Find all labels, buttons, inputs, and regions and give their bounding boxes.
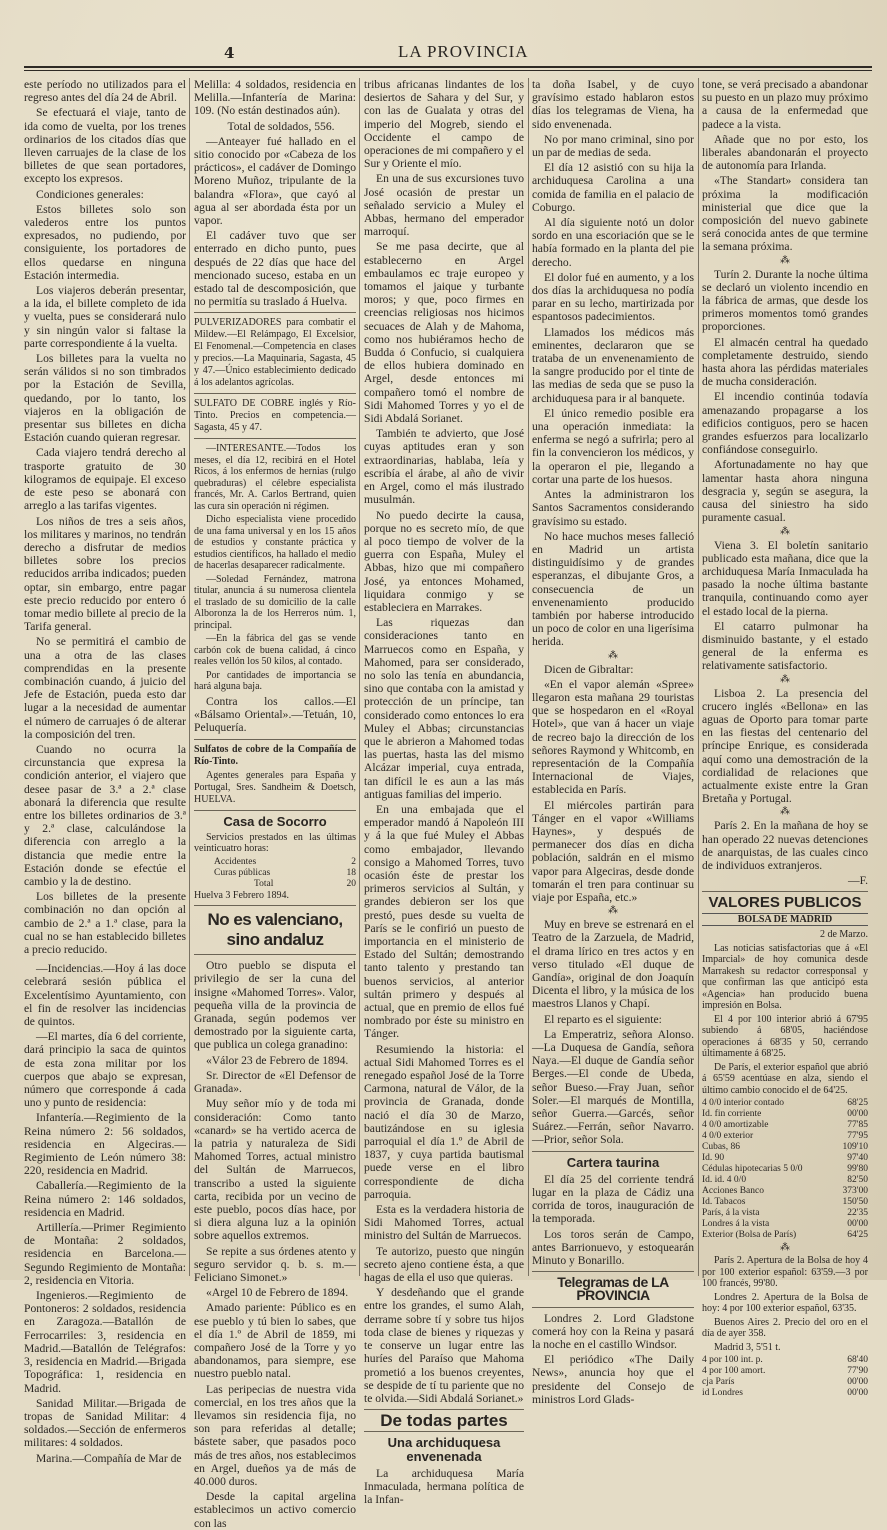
madrid-quotes-table <box>702 1355 868 1399</box>
column-3 <box>364 78 524 1507</box>
section-title: Cartera taurina <box>566 1154 660 1170</box>
cell: 00'00 <box>847 1219 868 1230</box>
separator-ornament: ⁂ <box>780 806 790 818</box>
table-row <box>702 1355 868 1366</box>
cell: 150'50 <box>842 1197 868 1208</box>
paragraph: Desde la capital argelina establecimos un activo comercio con las <box>194 1490 356 1530</box>
cell: Curas públicas <box>214 867 271 878</box>
divider <box>364 1431 524 1432</box>
paragraph: Lisboa 2. La presencia del crucero inglés «Bellona» en las aguas de Oporto para tomar parte en las fiestas del centenario del príncipe Enrique, es considerada aquí como una demostración de la cordialidad de relaciones que actualmente existe entre la Gran Bretaña y Portugal. <box>702 686 868 806</box>
socorro-title: Casa de Socorro <box>223 813 327 829</box>
paragraph: La archiduquesa María Inmaculada, hermana política de la Infan- <box>364 1466 524 1507</box>
separator-ornament: ⁂ <box>780 673 790 685</box>
column-divider <box>698 78 699 1276</box>
cell: 00'00 <box>847 1377 868 1388</box>
paragraph: —En la fábrica del gas se vende carbón cok de buena calidad, á cinco reales vellón los 50 kilos, al contado. <box>194 633 356 668</box>
paragraph: Resumiendo la historia: el actual Sidi Mahomed Torres es el renegado español José de la Torre Carmona, natural de Válor, de la provincia de Granada, donde nació el día 30 de Marzo, bautizándose en su iglesia parroquial el día 1.º de Abril de 1837, y cuya partida bautismal puede verse en el libro correspondiente de dicha parroquia. <box>364 1042 524 1201</box>
cell: 77'90 <box>847 1366 868 1377</box>
divider <box>364 1409 524 1410</box>
cell: 00'00 <box>847 1109 868 1120</box>
paragraph: Londres 2. Apertura de la Bolsa de hoy: 4 por 100 exterior español, 63'35. <box>702 1291 868 1315</box>
header-rule <box>24 66 872 68</box>
cell: 00'00 <box>847 1388 868 1399</box>
cell: 4 0/0 exterior <box>702 1131 754 1142</box>
paragraph: «Válor 23 de Febrero de 1894. <box>206 1053 349 1067</box>
separator-ornament: ⁂ <box>608 649 618 661</box>
cell: Accidentes <box>214 856 257 867</box>
paragraph: Por cantidades de importancia se hará alguna baja. <box>194 669 356 693</box>
cell: 82'50 <box>847 1175 868 1186</box>
paragraph: Los billetes de la presente combinación no dan opción al cambio de 2.ª a 1.ª clase, para la cual no se han establecido billetes a precio reducido. <box>24 890 186 956</box>
paragraph: Londres 2. Lord Gladstone comerá hoy con la Reina y pasará la noche en el castillo Windsor. <box>532 1311 694 1352</box>
cell: Id. Tabacos <box>702 1197 746 1208</box>
cell: Londres á la vista <box>702 1219 770 1230</box>
divider <box>194 810 356 811</box>
table-row <box>702 1098 868 1109</box>
paragraph: Las peripecias de nuestra vida comercial, en los tres años que la llevamos sin residencia fija, no son para referidas al detalle; bástete saber, que pasados poco más de tres años, nos establecimos en Argel, dueños ya de más de 40.000 duros. <box>194 1382 356 1488</box>
cell: 68'25 <box>847 1098 868 1109</box>
paragraph: La Emperatriz, señora Alonso.—La Duquesa de Gandía, señora Naya.—El duque de Gandía señor Berges.—El conde de Ubeda, señor Bueso.—Fray Juan, señor Soler.—El marqués de Montilla, señor Guerra.—Garcés, señor Suárez.—Ferrán, señor Navarro.—Prior, señor Sola. <box>532 1027 694 1147</box>
cell: 4 por 100 amort. <box>702 1366 766 1377</box>
paragraph: El único remedio posible era una operación inmediata: la enferma se negó a sufrirla; pero al fin la convencieron los médicos, y la operaron el pie, llegando a cortar una parte de los huesos. <box>532 406 694 486</box>
advertisement: Agentes generales para España y Portugal, Sres. Sandheim & Doetsch, HUELVA. <box>194 769 356 805</box>
section-title: Telegramas de LA PROVINCIA <box>557 1274 669 1304</box>
paragraph: Muy en breve se estrenará en el Teatro de la Zarzuela, de Madrid, el drama lírico en tres actos y en verso titulado «El duque de Gandía», original de don Joaquín Dicenta el libro, y la música de los maestros Llanos y Chapí. <box>532 918 694 1011</box>
paragraph: Te autorizo, puesto que ningún secreto ajeno contiene ésta, a que hagas de ella el uso que quieras. <box>364 1244 524 1285</box>
paragraph: «En el vapor alemán «Spree» llegaron esta mañana 29 touristas que se hospedaron en el «Royal Hotel», que van á hacer un viaje de recreo bajo la dirección de los señores Raymond y Whitcomb, en representación de la Compañía Internacional de Viajes, establecida en París. <box>532 677 694 797</box>
paragraph: Las riquezas dan consideraciones tanto en Marruecos como en España, y Mahomed, para ser considerado, no solo las tenía en abundancia, sino que contaba con la amistad y protección de un príncipe, tan considerado como entonces lo era Muley el Abbas; circunstancias que le abrieron a Mahomed todas las puertas, hasta las del mismo Alcázar imperial, cuya entrada, tan difícil le es aun a las más antiguas familias del imperio. <box>364 616 524 801</box>
paragraph: Cada viajero tendrá derecho al trasporte gratuito de 30 kilogramos de equipaje. El exceso de este peso se abonará con arreglo a las tarifas vigentes. <box>24 446 186 513</box>
quotes-table <box>702 1098 868 1241</box>
table-row <box>702 1175 868 1186</box>
paragraph: El dolor fué en aumento, y a los dos días la archiduquesa no podía parar en su lecho, martirizada por espantosos padecimientos. <box>532 270 694 324</box>
paragraph: —Anteayer fué hallado en el sitio conocido por «Cabeza de los prácticos», el cadáver de Domingo Moreno Muñoz, tripulante de la balandra «Flora», que cayó al agua al ser abordada ésta por un vapor. <box>194 134 356 228</box>
cell: Total <box>254 878 274 889</box>
paragraph: En una embajada que el emperador mandó á Napoleón III y á la que fué Muley el Abbas como embajador, llevando consigo a Mahomed Torres, tuvo ocasión éste de prestar los primeros servicios al Sultán, y grandes debieron ser los que prestó, pues desde su vuelta de París se le confirió un puesto de importancia en el ministerio de Estado del Sultán; demostrando tanto talento y prestando tan buenos servicios, al anterior sultán primero y después al actual, que en premio de ellos fué nombrado por éste su ministro en Tánger. <box>364 802 524 1041</box>
paragraph: Las noticias satisfactorias que á «El Imparcial» de hoy comunica desde Marrakesh su redactor corresponsal y que confirman las que anticipó esta «Agencia» han producido buena impresión en Bolsa. <box>702 942 868 1012</box>
paragraph: Se repite a sus órdenes atento y seguro servidor q. b. s. m.—Feliciano Simonet.» <box>194 1244 356 1284</box>
paragraph: No por mano criminal, sino por un par de medias de seda. <box>532 132 694 160</box>
table-row <box>702 1186 868 1197</box>
paragraph: Contra los callos.—El «Bálsamo Oriental».—Tetuán, 10, Peluquería. <box>194 694 356 735</box>
paragraph: París 2. Apertura de la Bolsa de hoy 4 por 100 exterior español: 63'59.—3 por 100 francés, 99'80. <box>702 1255 868 1290</box>
paragraph: Viena 3. El boletín sanitario publicado esta mañana, dice que la archiduquesa María Inmaculada ha pasado la noche última bastante tranquila, continuando como ayer el estado local de la pierna. <box>702 538 868 618</box>
cell: Id. fin corriente <box>702 1109 762 1120</box>
paragraph: De París, el exterior español que abrió á 65'59 acentúase en alza, siendo el último cambio conocido el de 64'25. <box>702 1061 868 1096</box>
bolsa-title: BOLSA DE MADRID <box>702 913 868 927</box>
subsection-title: Una archiduquesa envenenada <box>387 1435 501 1464</box>
separator-ornament: ⁂ <box>608 905 618 917</box>
paragraph: Llamados los médicos más eminentes, declararon que se trataba de un envenenamiento de la sangre producido por el tinte de las medias de seda que se puso la archiduquesa para ir al banquete. <box>532 325 694 405</box>
advertisement: PULVERIZADORES para combatir el Mildew.—El Relámpago, El Excelsior, El Fenomenal.—Competencia en clases y precios.—La Maquinaria, Sagasta, 45 y 47.—Único establecimiento dedicado á los adelantos agrícolas. <box>194 317 356 389</box>
divider <box>194 438 356 439</box>
divider <box>194 905 356 906</box>
paragraph: El incendio continúa todavía amenazando propagarse a los edificios contiguos, pero se hacen grandes esfuerzos para localizarlo confiándose conseguirlo. <box>702 390 868 457</box>
cell: Id. 90 <box>702 1153 725 1164</box>
paragraph: Buenos Aires 2. Precio del oro en el día de ayer 358. <box>702 1316 868 1340</box>
cell: 4 0/0 interior contado <box>702 1098 785 1109</box>
cell: 77'85 <box>847 1120 868 1131</box>
paragraph: Los billetes para la vuelta no serán válidos si no son timbrados por la Estación de Sevilla, quedando, por lo tanto, los viajeros en la obligación de presentar sus billetes en dicha Estación cuando quieran regresar. <box>24 352 186 445</box>
table-row <box>702 1366 868 1377</box>
table-row <box>702 1109 868 1120</box>
paragraph: Caballería.—Regimiento de la Reina número 2: 146 soldados, residencia en Madrid. <box>24 1179 186 1219</box>
paragraph: El día 12 asistió con su hija la archiduquesa Carolina a una comida de familia en el palacio de Coburgo. <box>532 161 694 214</box>
table-row <box>194 868 356 879</box>
cell: 109'10 <box>842 1142 868 1153</box>
cell: París, á la vista <box>702 1208 760 1219</box>
paragraph: Se me pasa decirte, que al establecerno en Argel embaulamos ec traje europeo y tomamos el jaique y turbante moros; y que, poco firmes en creencias religiosas nos hicimos secuaces de Alah y de Mahoma, como nos hubiéramos hecho de Budda ó Confucio, si cualquiera de ellos hubiera dominado en Argel, desde entonces mi compañero tomó el nombre de Sidi Mahomed Torres y yo el de Sidi Abdalá Sorianet. <box>364 240 524 426</box>
table-row <box>702 1131 868 1142</box>
paragraph: —INTERESANTE.—Todos los meses, el día 12, recibirá en el Hotel Ricos, á los enfermos de hernias (rulgo quebraduras) el célebre especialista francés, Mr. A. Carlos Bertrand, quien las cura sin operación ni régimen. <box>194 443 356 512</box>
paragraph: Infantería.—Regimiento de la Reina número 2: 56 soldados, residencia en Algeciras.—Regimiento de León número 38: 220, residencia en Madrid. <box>24 1111 186 1178</box>
paragraph: Dicho especialista viene procedido de una fama universal y en los 15 años de estudios y constante práctica y estudios científicos, ha hallado el medio de hacerlas desaparecer radicalmente. <box>194 514 356 572</box>
separator-ornament: ⁂ <box>780 525 790 537</box>
cell: 373'00 <box>842 1186 868 1197</box>
cell: 64'25 <box>847 1230 868 1241</box>
cell: Cédulas hipotecarias 5 0/0 <box>702 1164 803 1175</box>
paragraph: Artillería.—Primer Regimiento de Montaña: 2 soldados, residencia en Barcelona.—Segundo Regimiento de Montaña: 2, residencia en Vitoria. <box>24 1221 186 1287</box>
section-title: VALORES PUBLICOS <box>708 894 862 912</box>
paragraph: El miércoles partirán para Tánger en el vapor «Williams Haynes», y después de permanecer dos días en dicha población, saldrán en el mismo vapor para Algeciras, desde donde tomarán el tren para continuar su viaje por España, etc.» <box>532 798 694 904</box>
paragraph: Añade que no por esto, los liberales abandonarán el proyecto de autonomía para Irlanda. <box>702 132 868 173</box>
paragraph: Antes la administraron los Santos Sacramentos considerando gravísimo su estado. <box>532 488 694 528</box>
divider <box>532 1151 694 1152</box>
cell: 97'40 <box>847 1153 868 1164</box>
paragraph: París 2. En la mañana de hoy se han operado 22 nuevas detenciones de anarquistas, de las cuales cinco de individuos extranjeros. <box>702 819 868 872</box>
header-rule-thin <box>24 70 872 71</box>
divider <box>532 1307 694 1308</box>
cell: 4 0/0 amortizable <box>702 1120 769 1131</box>
cell: 99'80 <box>847 1164 868 1175</box>
table-row <box>702 1197 868 1208</box>
paragraph: Cuando no ocurra la circunstancia que expresa la condición anterior, el viajero que desee pasar de 3.ª a 2.ª clase abonará la diferencia que resulte entre los billetes ordinarios de 3.ª y 2.ª clase, calculándose la diferencia con arreglo a la distancia que medie entre la Estación donde se efectúe el cambio y la de destino. <box>24 742 186 888</box>
cell: 77'95 <box>847 1131 868 1142</box>
table-row <box>702 1164 868 1175</box>
masthead <box>0 34 887 64</box>
paragraph: Condiciones generales: <box>36 187 144 201</box>
cell: Cubas, 86 <box>702 1142 740 1153</box>
advertisement-title: Sulfatos de cobre de la Compañía de Río-Tinto. <box>194 743 356 767</box>
paragraph: —Soledad Fernández, matrona titular, anuncia á su numerosa clientela el traslado de su domicilio de la calle Alboronza la de los Herreros núm. 1, principal. <box>194 573 356 631</box>
cell: 2 <box>351 856 356 867</box>
table-row <box>702 1142 868 1153</box>
paragraph: Melilla: 4 soldados, residencia en Melilla.—Infantería de Marina: 109. (No están destinados aún). <box>194 78 356 118</box>
paragraph: No se permitirá el cambio de una a otra de las clases comprendidas en la presente combinación cuando, á juicio del Jefe de Estación, pueda esto dar lugar a la necesidad de aumentar el número de carruajes ó de alterar la composición del tren. <box>24 635 186 741</box>
table-row <box>702 1208 868 1219</box>
paragraph: este período no utilizados para el regreso antes del día 24 de Abril. <box>24 78 186 105</box>
cell: Exterior (Bolsa de París) <box>702 1230 797 1241</box>
paragraph: Dicen de Gibraltar: <box>544 662 634 676</box>
page-number: 4 <box>224 44 235 62</box>
paragraph: —El martes, día 6 del corriente, dará principio la saca de quintos de esta zona militar por los cuerpos que abajo se expresan, número que corresponde á cada uno y punto de residencia: <box>24 1030 186 1110</box>
paragraph: Marina.—Compañía de Mar de <box>36 1451 182 1465</box>
separator-ornament: ⁂ <box>780 1242 790 1254</box>
paragraph: «The Standart» considera tan próxima la modificación ministerial que dice que la composición del nuevo gabinete será conocida antes de que termine la semana próxima. <box>702 174 868 254</box>
divider <box>194 312 356 313</box>
divider <box>532 1271 694 1272</box>
paragraph: El día 25 del corriente tendrá lugar en la plaza de Cádiz una corrida de toros, inauguración de la temporada. <box>532 1172 694 1226</box>
paragraph: El catarro pulmonar ha disminuido bastante, y el estado general de la enferma es relativamente satisfactorio. <box>702 619 868 673</box>
paragraph: Madrid 3, 5'51 t. <box>714 1341 781 1353</box>
paragraph: No puedo decirte la causa, porque no es secreto mío, de que al poco tiempo de volver de la guerra con España, Muley el Abbas, hizo que mi compañero José, ya entonces Mohamed, liquidara conmigo y se estableciera en Marrakes. <box>364 508 524 614</box>
cell: 20 <box>346 878 356 889</box>
paragraph: Afortunadamente no hay que lamentar hasta ahora ninguna desgracia y, según se asegura, la causa del siniestro ha sido puramente casual. <box>702 458 868 525</box>
column-4 <box>532 78 694 1406</box>
table-row <box>702 1377 868 1388</box>
table-row <box>702 1120 868 1131</box>
paragraph: Sr. Director de «El Defensor de Granada». <box>194 1068 356 1096</box>
cell: 22'35 <box>847 1208 868 1219</box>
column-divider <box>359 78 360 1276</box>
cell: 4 por 100 int. p. <box>702 1355 763 1366</box>
paragraph: ta doña Isabel, y de cuyo gravísimo estado hablaron estos días los telegramas de Viena, ha sido envenenada. <box>532 78 694 131</box>
paragraph: —Incidencias.—Hoy á las doce celebrará sesión pública el Excelentísimo Ayuntamiento, con el fin de resolver las incidencias de quintos. <box>24 962 186 1029</box>
paragraph: Esta es la verdadera historia de Sidi Mahomed Torres, actual ministro del Sultán de Marruecos. <box>364 1203 524 1243</box>
paragraph: Los toros serán de Campo, antes Barrionuevo, y estoquearán Minuto y Bonarillo. <box>532 1227 694 1268</box>
paragraph: Muy señor mío y de toda mi consideración: Como tanto «canard» se ha vertido acerca de la patria y naturaleza de Sidi Mahomed Torres, actual ministro del Sultán de Marruecos, transcribo a usted la siguiente carta, recibida por un vecino de este pueblo, pocos días hace, por si diera alguna luz a la opinión sobre aquellos extremos. <box>194 1097 356 1243</box>
table-row <box>194 857 356 868</box>
divider <box>194 954 356 955</box>
paragraph: Total de soldados, 556. <box>227 119 335 133</box>
table-row <box>702 1219 868 1230</box>
paragraph: También te advierto, que José cuyas aptitudes eran y son extraordinarias, hablaba, leía y escribía el árabe, al año de vivir en Argel, como el más ilustrado musulmán. <box>364 427 524 507</box>
paragraph: Al día siguiente notó un dolor sordo en una escoriación que se le había formado en la planta del pie derecho. <box>532 216 694 269</box>
socorro-table <box>194 857 356 890</box>
paragraph: Los niños de tres a seis años, los militares y marinos, no tendrán derecho a disfrutar de medios billetes sobre los precios reducidos arriba indicados; pueden optar, sin embargo, entre pagar este precio reducido por entero ó tomar medio billete al precio de la Tarifa general. <box>24 514 186 634</box>
cell: 18 <box>346 867 356 878</box>
socorro-date: Huelva 3 Febrero 1894. <box>194 889 289 901</box>
paragraph: Se efectuará el viaje, tanto de ida como de vuelta, por los trenes ordinarios de los citados días que lleven carruajes de la clase de los billetes de que sean portadores, excepto los expresos. <box>24 106 186 186</box>
paragraph: Los viajeros deberán presentar, a la ida, el billete completo de ida y vuelta, pues se considerará nulo y sin ningún valor si faltase la parte correspondiente á la vuelta. <box>24 284 186 350</box>
paragraph: Otro pueblo se disputa el privilegio de ser la cuna del insigne «Mahomed Torres». Valor, pequeña villa de la provincia de Granada, según podemos ver demostrado por la siguiente carta, que publica un colega granadino: <box>194 959 356 1052</box>
cell: cja París <box>702 1377 735 1388</box>
table-row <box>194 879 356 890</box>
paragraph: Sanidad Militar.—Brigada de tropas de Sanidad Militar: 4 soldados.—Sección de enfermeros militares: 4 soldados. <box>24 1396 186 1450</box>
paragraph: El reparto es el siguiente: <box>544 1012 662 1026</box>
advertisement: SULFATO DE COBRE inglés y Río-Tinto. Precios en competencia.—Sagasta, 45 y 47. <box>194 398 356 434</box>
paragraph: En una de sus excursiones tuvo José ocasión de prestar un señalado servicio a Muley el Abbas, hermano del emperador marroquí. <box>364 172 524 239</box>
cell: Acciones Banco <box>702 1186 764 1197</box>
section-title: De todas partes <box>380 1411 508 1431</box>
paragraph: Y desdeñando que el grande entre los grandes, el sumo Alah, derrame sobre tí y sobre tus hijos toda clase de bienes y riquezas y te conserve un lugar entre las huríes del Paraíso que Mahoma prometió a los buenos creyentes, se despide de tí tu pariente que no te olvida.—Sidi Abdalá Sorianet.» <box>364 1286 524 1405</box>
bolsa-date: 2 de Marzo. <box>819 929 868 941</box>
table-row <box>702 1153 868 1164</box>
column-1 <box>24 78 186 1465</box>
column-2 <box>194 78 356 1530</box>
cell: id Londres <box>702 1388 743 1399</box>
headline: No es valenciano, sino andaluz <box>207 910 343 950</box>
paragraph: El 4 por 100 interior abrió á 67'95 subiendo á 68'05, haciéndose operaciones á 68'35 y 50, cerrando últimamente á 68'25. <box>702 1013 868 1060</box>
column-divider <box>189 78 190 1276</box>
table-row <box>702 1230 868 1241</box>
socorro-intro: Servicios prestados en las últimas veinticuatro horas: <box>194 831 356 855</box>
signature: —F. <box>847 874 868 888</box>
divider <box>702 891 868 892</box>
paragraph: tribus africanas lindantes de los desiertos de Sahara y del Sur, y con las de Gualata y otras del imperio del Mogreb, siendo el Occidente el campo de operaciones de mi compañero y el Sur y Oriente el mío. <box>364 78 524 171</box>
paragraph: «Argel 10 de Febrero de 1894. <box>206 1286 349 1300</box>
divider <box>194 739 356 740</box>
column-divider <box>528 78 529 1276</box>
cell: 68'40 <box>847 1355 868 1366</box>
paragraph: Amado pariente: Público es en ese pueblo y tú bien lo sabes, que el día 1.º de Abril de 1859, mi compañero José de la Torre y yo abandonamos, para siempre, ese nuestro pueblo natal. <box>194 1301 356 1381</box>
newspaper-title: LA PROVINCIA <box>398 42 529 61</box>
cell: Id. id. 4 0/0 <box>702 1175 747 1186</box>
column-5 <box>702 78 868 1399</box>
table-row <box>702 1388 868 1399</box>
paragraph: Ingenieros.—Regimiento de Pontoneros: 2 soldados, residencia en Zaragoza.—Batallón de Ferrocarriles: 3, residencia en Madrid.—Batallón de Telégrafos: 3, residencia en Madrid.—Brigada Topográfica: 1, residencia en Madrid. <box>24 1289 186 1395</box>
divider <box>194 393 356 394</box>
paragraph: El cadáver tuvo que ser enterrado en dicho punto, pues después de 22 días que hace del mencionado suceso, estaba en un estado tal de descomposición, que no permitía su traslado á Huelva. <box>194 229 356 309</box>
separator-ornament: ⁂ <box>780 254 790 266</box>
paragraph: tone, se verá precisado a abandonar su puesto en un plazo muy próximo a causa de la enfermedad que padece a la vista. <box>702 78 868 131</box>
paragraph: Turín 2. Durante la noche última se declaró un violento incendio en la fábrica de armas, que desde los primeros momentos tomó grandes proporciones. <box>702 267 868 334</box>
paragraph: El periódico «The Daily News», anuncia hoy que el presidente del Consejo de ministros Lord Glads- <box>532 1353 694 1406</box>
paragraph: Estos billetes solo son valederos entre los puntos expresados, no pudiendo, por consiguiente, los portadores de ellos quedarse en ninguna Estación intermedia. <box>24 202 186 282</box>
paragraph: No hace muchos meses falleció en Madrid un artista distinguidísimo y de grandes esperanzas, el dibujante Gros, a consecuencia de un envenenamiento producido también por haberse introducido un poco de color en una ligerísima herida. <box>532 529 694 649</box>
paragraph: El almacén central ha quedado completamente destruido, siendo hasta ahora las pérdidas materiales de mucha consideración. <box>702 335 868 389</box>
